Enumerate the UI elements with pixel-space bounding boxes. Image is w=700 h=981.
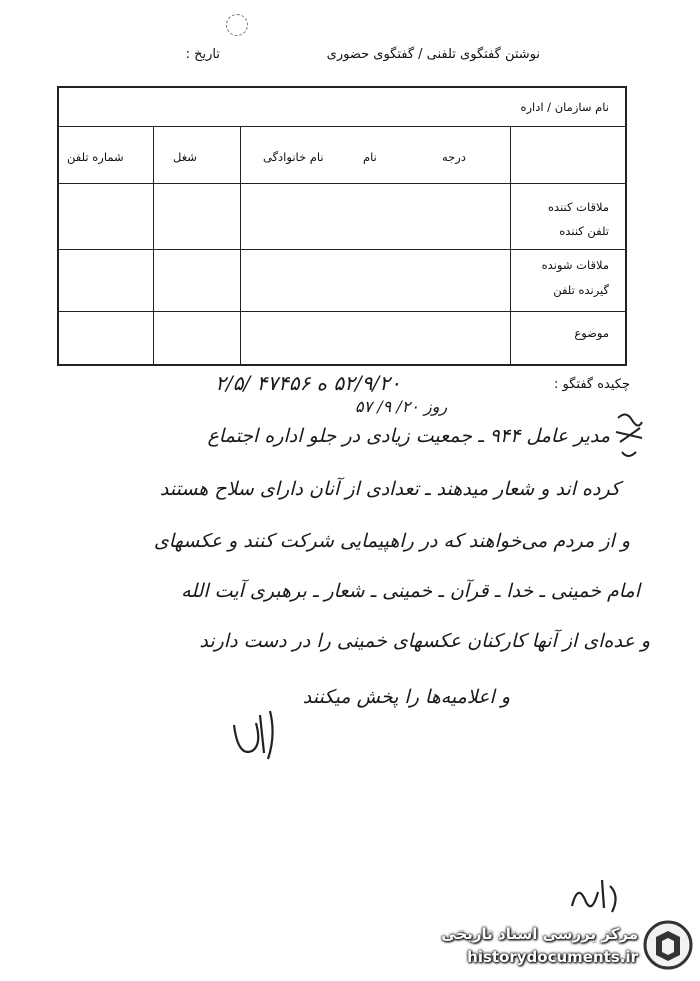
- row-visitor: ملاقات کننده: [548, 200, 609, 214]
- col-phone: شماره تلفن: [67, 150, 124, 164]
- margin-mark-icon: [612, 408, 648, 468]
- date-label: تاریخ :: [185, 47, 220, 62]
- handwritten-line-2: کرده اند و شعار میدهند ـ تعدادی از آنان دارای سلاح هستند: [159, 478, 620, 500]
- punch-hole: [226, 14, 248, 36]
- handwritten-line-4: امام خمینی ـ خدا ـ قرآن ـ خمینی ـ شعار ـ برهبری آیت الله: [181, 580, 640, 602]
- col-job: شغل: [173, 150, 197, 164]
- row-visited: ملاقات شونده: [541, 258, 609, 272]
- summary-label: چکیده گفتگو :: [553, 377, 630, 392]
- form-title: نوشتن گفتگوی تلفنی / گفتگوی حضوری: [326, 47, 540, 62]
- row-caller: تلفن کننده: [559, 224, 609, 238]
- org-label: نام سازمان / اداره: [520, 100, 609, 114]
- row-receiver: گیرنده تلفن: [553, 283, 609, 297]
- handwritten-line-3: و از مردم می‌خواهند که در راهپیمایی شرکت کنند و عکسهای: [153, 530, 630, 552]
- archive-logo-icon: [642, 919, 694, 975]
- signature-1: [226, 705, 282, 769]
- col-last-name: نام خانوادگی: [263, 150, 324, 164]
- handwritten-line-1: مدیر عامل ۹۴۴ ـ جمعیت زیادی در جلو اداره اجتماع: [207, 425, 610, 447]
- watermark: [420, 915, 700, 975]
- row-subject: موضوع: [574, 326, 609, 340]
- form-table: [57, 86, 627, 366]
- handwritten-line-5: و عده‌ای از آنها کارکنان عکسهای خمینی را در دست دارند: [199, 630, 650, 652]
- col-first-name: نام: [363, 150, 377, 164]
- col-rank: درجه: [442, 150, 466, 164]
- watermark-name: مرکز بررسی اسناد تاریخی: [441, 925, 638, 943]
- handwritten-ref-date: روز ۲۰/ ۹/ ۵۷: [355, 397, 448, 416]
- handwritten-line-6: و اعلامیه‌ها را پخش میکنند: [302, 686, 510, 708]
- watermark-url: historydocuments.ir: [467, 948, 638, 966]
- handwritten-reference: ۵۲/۹/۲۰ ه ۴۷۴۵۶ /۲/۵: [215, 371, 401, 395]
